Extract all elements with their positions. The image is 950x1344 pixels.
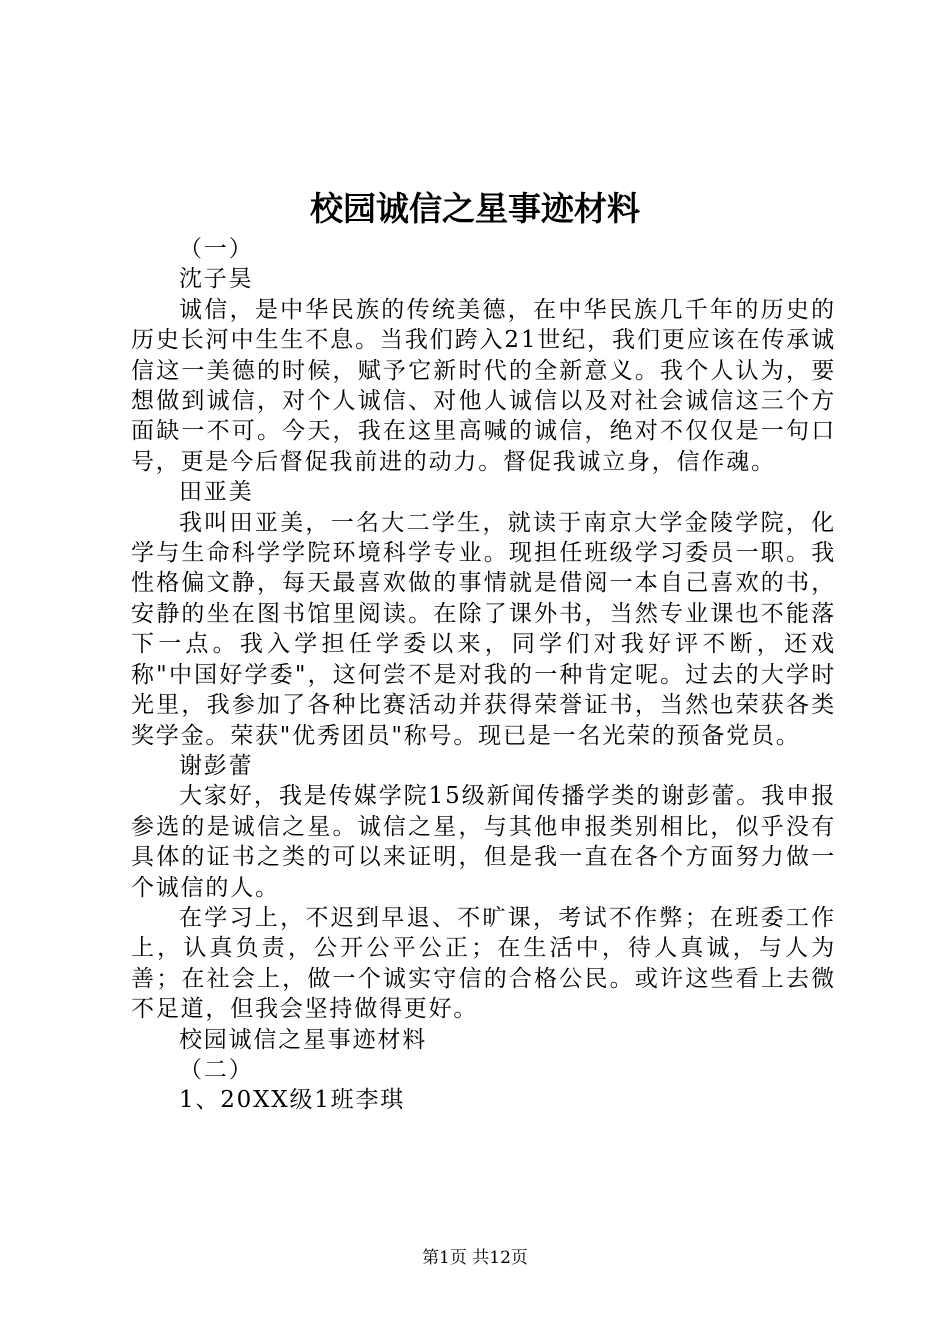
paragraph: 在学习上，不迟到早退、不旷课，考试不作弊；在班委工作上，认真负责，公开公平公正；在生活中，待人真诚，与人为善；在社会上，做一个诚实守信的合格公民。或许这些看上去微不足道，但我会坚持做得更好。: [131, 904, 836, 1023]
person-name: 沈子昊: [179, 266, 254, 293]
document-body: [131, 234, 836, 1116]
subtitle-line: 校园诚信之星事迹材料: [179, 1026, 427, 1053]
page-title: 校园诚信之星事迹材料: [310, 189, 640, 228]
page-footer: 第1页 共12页: [422, 1248, 528, 1268]
paragraph: 诚信，是中华民族的传统美德，在中华民族几千年的历史的历史长河中生生不息。当我们跨入21世纪，我们更应该在传承诚信这一美德的时候，赋予它新时代的全新意义。我个人认为，要想做到诚信，对个人诚信、对他人诚信以及对社会诚信这三个方面缺一不可。今天，我在这里高喊的诚信，绝对不仅仅是一句口号，更是今后督促我前进的动力。督促我诚立身，信作魂。: [131, 296, 836, 475]
list-item: 1、20XX级1班李琪: [179, 1087, 406, 1114]
paragraph: 我叫田亚美，一名大二学生，就读于南京大学金陵学院，化学与生命科学学院环境科学专业。现担任班级学习委员一职。我性格偏文静，每天最喜欢做的事情就是借阅一本自己喜欢的书，安静的坐在图书馆里阅读。在除了课外书，当然专业课也不能落下一点。我入学担任学委以来，同学们对我好评不断，还戏称"中国好学委"，这何尝不是对我的一种肯定呢。过去的大学时光里，我参加了各种比赛活动并获得荣誉证书，当然也荣获各类奖学金。荣获"优秀团员"称号。现已是一名光荣的预备党员。: [131, 509, 836, 749]
section-heading: （二）: [179, 1056, 254, 1083]
paragraph: 大家好，我是传媒学院15级新闻传播学类的谢彭蕾。我申报参选的是诚信之星。诚信之星，与其他申报类别相比，似乎没有具体的证书之类的可以来证明，但是我一直在各个方面努力做一个诚信的人。: [131, 783, 836, 901]
person-name: 田亚美: [179, 479, 254, 506]
person-name: 谢彭蕾: [179, 752, 254, 779]
section-heading: （一）: [179, 236, 254, 262]
